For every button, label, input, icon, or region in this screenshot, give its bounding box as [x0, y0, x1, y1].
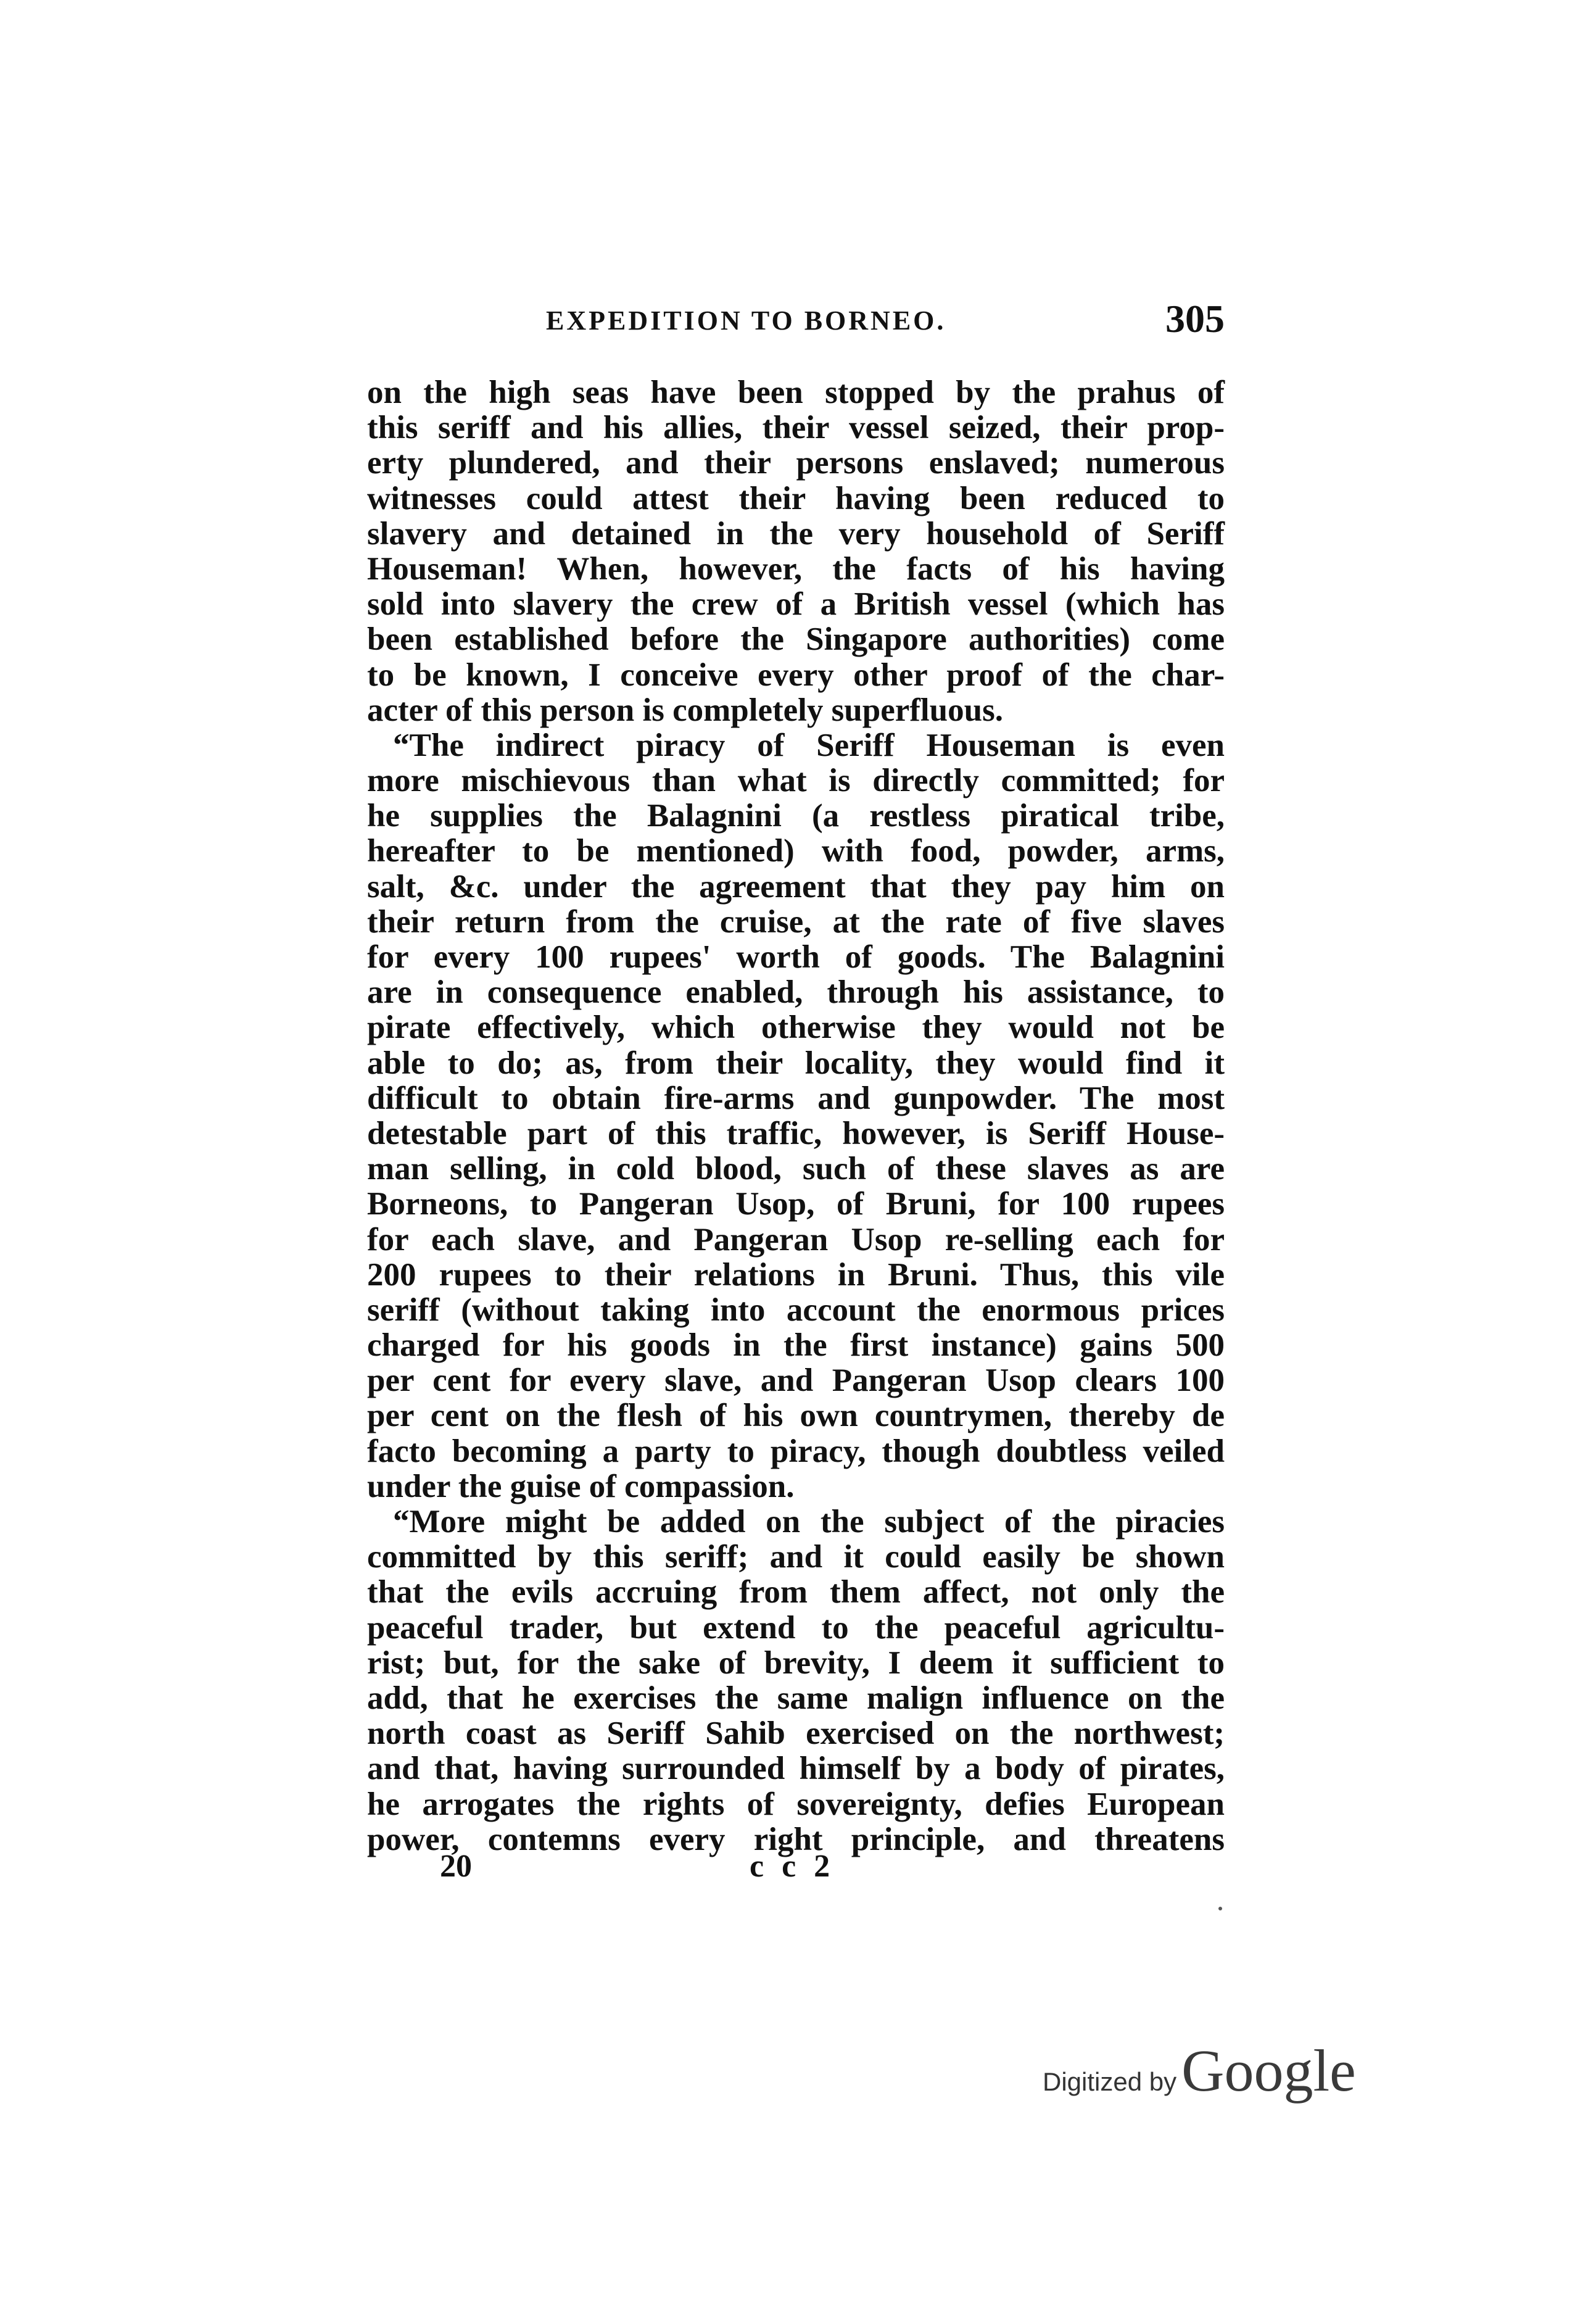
text-line: man selling, in cold blood, such of these slaves as are: [367, 1151, 1225, 1187]
text-line: salt, &c. under the agreement that they pay him on: [367, 868, 1225, 905]
text-line: he supplies the Balagnini (a restless piratical tribe,: [367, 798, 1225, 834]
page-number: 305: [1165, 297, 1225, 341]
signature-mark: c c 2: [750, 1849, 835, 1884]
google-logo: Google: [1181, 2038, 1356, 2104]
text-line: Houseman! When, however, the facts of his having: [367, 550, 1225, 587]
body-text: [367, 375, 1225, 1857]
text-line: add, that he exercises the same malign influence on the: [367, 1680, 1225, 1716]
text-line: detestable part of this traffic, however, is Seriff House-: [367, 1115, 1225, 1151]
text-line: charged for his goods in the first instance) gains 500: [367, 1327, 1225, 1364]
text-line: erty plundered, and their persons enslaved; numerous: [367, 445, 1225, 481]
page-header: [367, 296, 1225, 352]
text-line: acter of this person is completely superfluous.: [367, 692, 1003, 728]
running-title: EXPEDITION TO BORNEO.: [546, 305, 946, 336]
text-line: this seriff and his allies, their vessel seized, their prop-: [367, 410, 1225, 446]
text-line: pirate effectively, which otherwise they would not be: [367, 1010, 1225, 1046]
text-line: more mischievous than what is directly committed; for: [367, 763, 1225, 799]
text-line: sold into slavery the crew of a British vessel (which has: [367, 586, 1225, 623]
text-line: able to do; as, from their locality, they would find it: [367, 1045, 1225, 1081]
text-line: “More might be added on the subject of the piracies: [393, 1504, 1225, 1540]
text-line: hereafter to be mentioned) with food, powder, arms,: [367, 833, 1225, 869]
page-footer: [367, 1848, 1225, 1891]
text-line: for every 100 rupees' worth of goods. The Balagnini: [367, 939, 1225, 975]
text-line: “The indirect piracy of Seriff Houseman is even: [393, 727, 1225, 763]
digitized-watermark: [1043, 2036, 1356, 2110]
text-line: power, contemns every right principle, and threatens: [367, 1821, 1225, 1857]
text-line: rist; but, for the sake of brevity, I deem it sufficient to: [367, 1644, 1225, 1681]
text-line: he arrogates the rights of sovereignty, defies European: [367, 1786, 1225, 1822]
text-line: per cent for every slave, and Pangeran Usop clears 100: [367, 1362, 1225, 1399]
digitized-by-label: Digitized by: [1043, 2067, 1177, 2096]
text-line: are in consequence enabled, through his assistance, to: [367, 974, 1225, 1011]
text-line: been established before the Singapore authorities) come: [367, 621, 1225, 658]
text-line: Borneons, to Pangeran Usop, of Bruni, for 100 rupees: [367, 1186, 1225, 1222]
text-line: facto becoming a party to piracy, though doubtless veiled: [367, 1433, 1225, 1469]
text-line: witnesses could attest their having been reduced to: [367, 480, 1225, 516]
text-line: difficult to obtain fire-arms and gunpowder. The most: [367, 1080, 1225, 1116]
text-line: for each slave, and Pangeran Usop re-selling each for: [367, 1221, 1225, 1258]
text-line: 200 rupees to their relations in Bruni. Thus, this vile: [367, 1256, 1225, 1293]
text-line: and that, having surrounded himself by a body of pirates,: [367, 1751, 1225, 1787]
text-line: to be known, I conceive every other proof of the char-: [367, 657, 1225, 693]
text-line: their return from the cruise, at the rate of five slaves: [367, 903, 1225, 940]
text-line: per cent on the flesh of his own countrymen, thereby de: [367, 1398, 1225, 1434]
text-line: that the evils accruing from them affect, not only the: [367, 1574, 1225, 1611]
text-line: peaceful trader, but extend to the peaceful agricultu-: [367, 1609, 1225, 1646]
text-line: slavery and detained in the very household of Seriff: [367, 515, 1225, 552]
scan-speck: [1218, 1907, 1222, 1910]
text-line: under the guise of compassion.: [367, 1468, 795, 1504]
text-line: committed by this seriff; and it could easily be shown: [367, 1539, 1225, 1575]
text-line: north coast as Seriff Sahib exercised on the northwest;: [367, 1715, 1225, 1752]
signature-number: 20: [440, 1849, 472, 1884]
text-line: seriff (without taking into account the enormous prices: [367, 1292, 1225, 1328]
text-line: on the high seas have been stopped by the prahus of: [367, 375, 1225, 410]
